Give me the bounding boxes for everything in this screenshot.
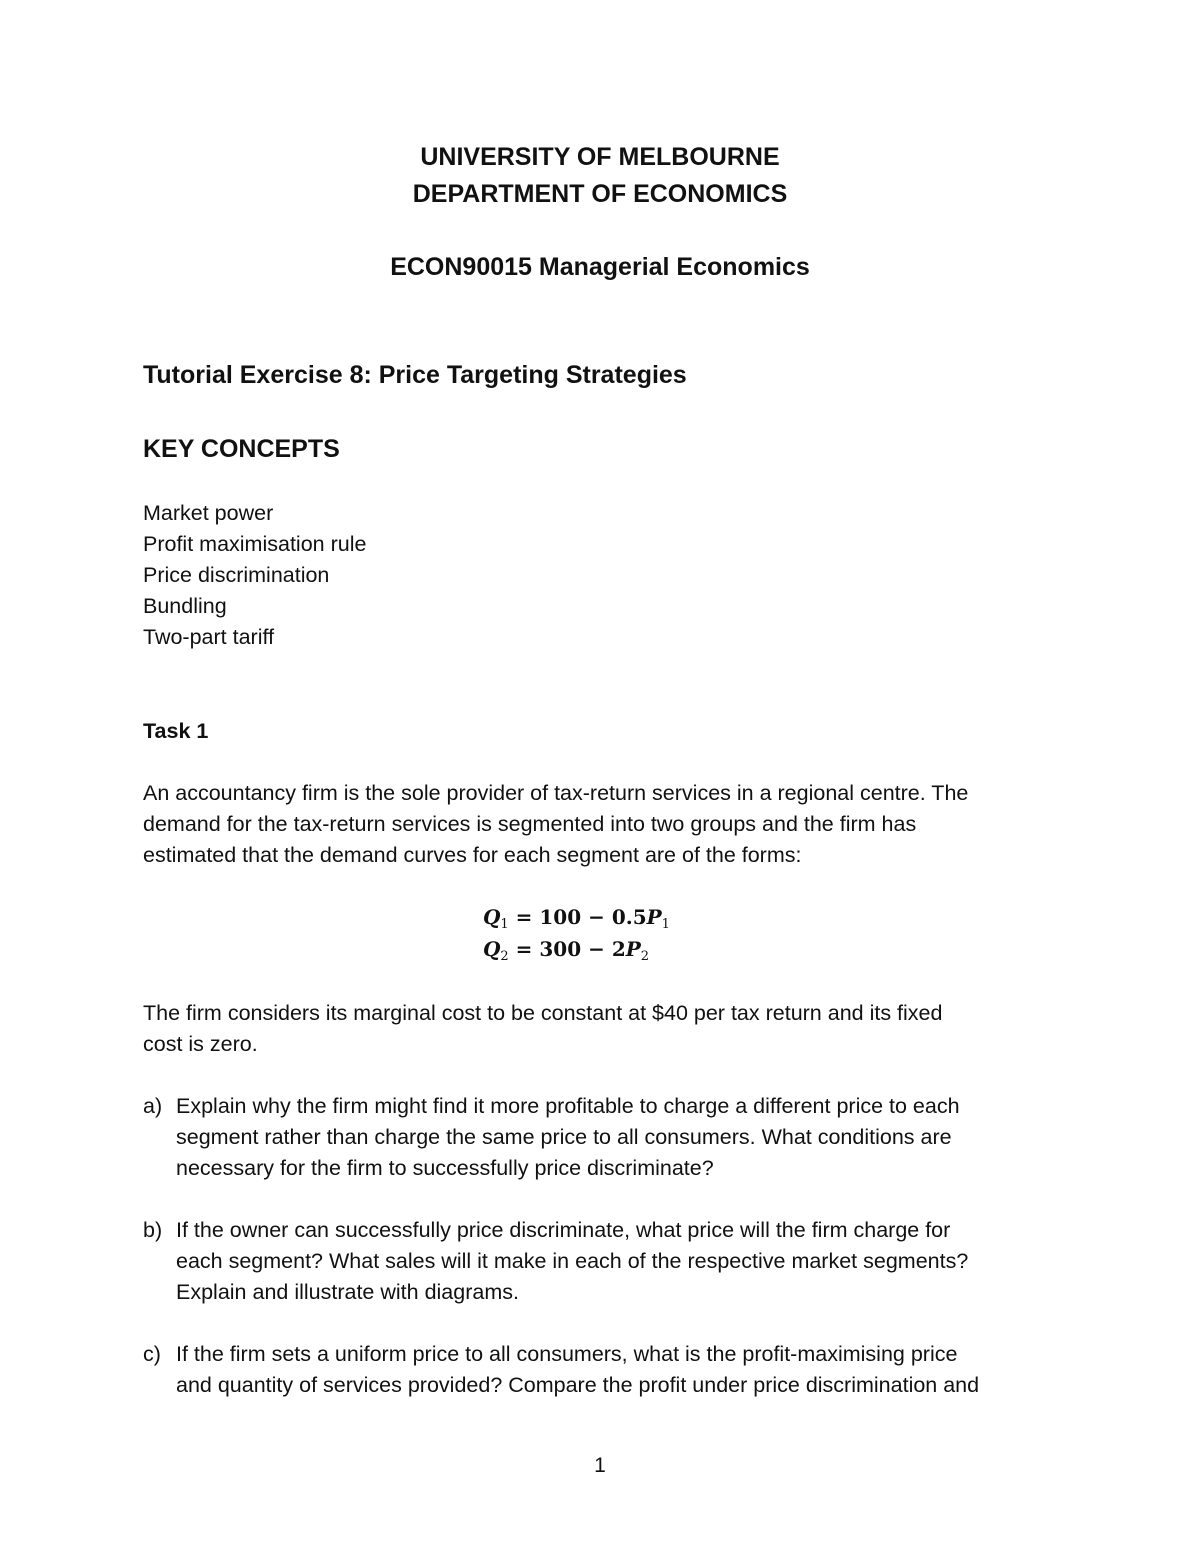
paragraph-line: estimated that the demand curves for each segment are of the forms: — [143, 843, 802, 867]
tutorial-title: Tutorial Exercise 8: Price Targeting Strategies — [143, 361, 687, 389]
eq-subscript: 1 — [500, 917, 509, 932]
question-line: Explain why the firm might find it more profitable to charge a different price to each — [176, 1094, 960, 1118]
paragraph-line: The firm considers its marginal cost to be constant at $40 per tax return and its fixed — [143, 1001, 943, 1025]
list-item: Market power — [143, 501, 274, 525]
question-line: segment rather than charge the same price to all consumers. What conditions are — [176, 1125, 952, 1149]
paragraph-line: cost is zero. — [143, 1032, 258, 1056]
question-line: If the firm sets a uniform price to all consumers, what is the profit-maximising price — [176, 1342, 958, 1366]
list-item: Bundling — [143, 594, 227, 618]
eq-subscript: 2 — [640, 949, 650, 964]
eq-body: = 100 − 0.5 — [508, 905, 647, 929]
question-line: necessary for the firm to successfully price discriminate? — [176, 1156, 714, 1180]
question-label: b) — [143, 1218, 163, 1242]
question-label: c) — [143, 1342, 161, 1366]
question-line: If the owner can successfully price discriminate, what price will the firm charge for — [176, 1218, 951, 1242]
list-item: Price discrimination — [143, 563, 330, 587]
page-number: 1 — [594, 1454, 606, 1477]
question-line: each segment? What sales will it make in each of the respective market segments? — [176, 1249, 969, 1273]
key-concepts-heading: KEY CONCEPTS — [143, 435, 340, 463]
department-name: DEPARTMENT OF ECONOMICS — [412, 180, 788, 208]
eq-var: P — [646, 905, 662, 929]
paragraph-line: An accountancy firm is the sole provider of tax-return services in a regional centre. The — [143, 781, 969, 805]
eq-subscript: 1 — [661, 917, 670, 932]
task-heading: Task 1 — [143, 719, 209, 743]
eq-body: = 300 − 2 — [508, 937, 626, 961]
question-label: a) — [143, 1094, 163, 1118]
eq-subscript: 2 — [500, 949, 509, 964]
eq-var: P — [625, 937, 641, 961]
course-title: ECON90015 Managerial Economics — [390, 253, 810, 281]
question-line: Explain and illustrate with diagrams. — [176, 1280, 519, 1304]
list-item: Profit maximisation rule — [143, 532, 367, 556]
eq-var: Q — [483, 937, 501, 961]
university-name: UNIVERSITY OF MELBOURNE — [420, 143, 780, 171]
demand-equation-2 — [483, 934, 649, 972]
eq-var: Q — [483, 905, 501, 929]
paragraph-line: demand for the tax-return services is segmented into two groups and the firm has — [143, 812, 917, 836]
list-item: Two-part tariff — [143, 625, 275, 649]
question-line: and quantity of services provided? Compare the profit under price discrimination and — [176, 1373, 980, 1397]
